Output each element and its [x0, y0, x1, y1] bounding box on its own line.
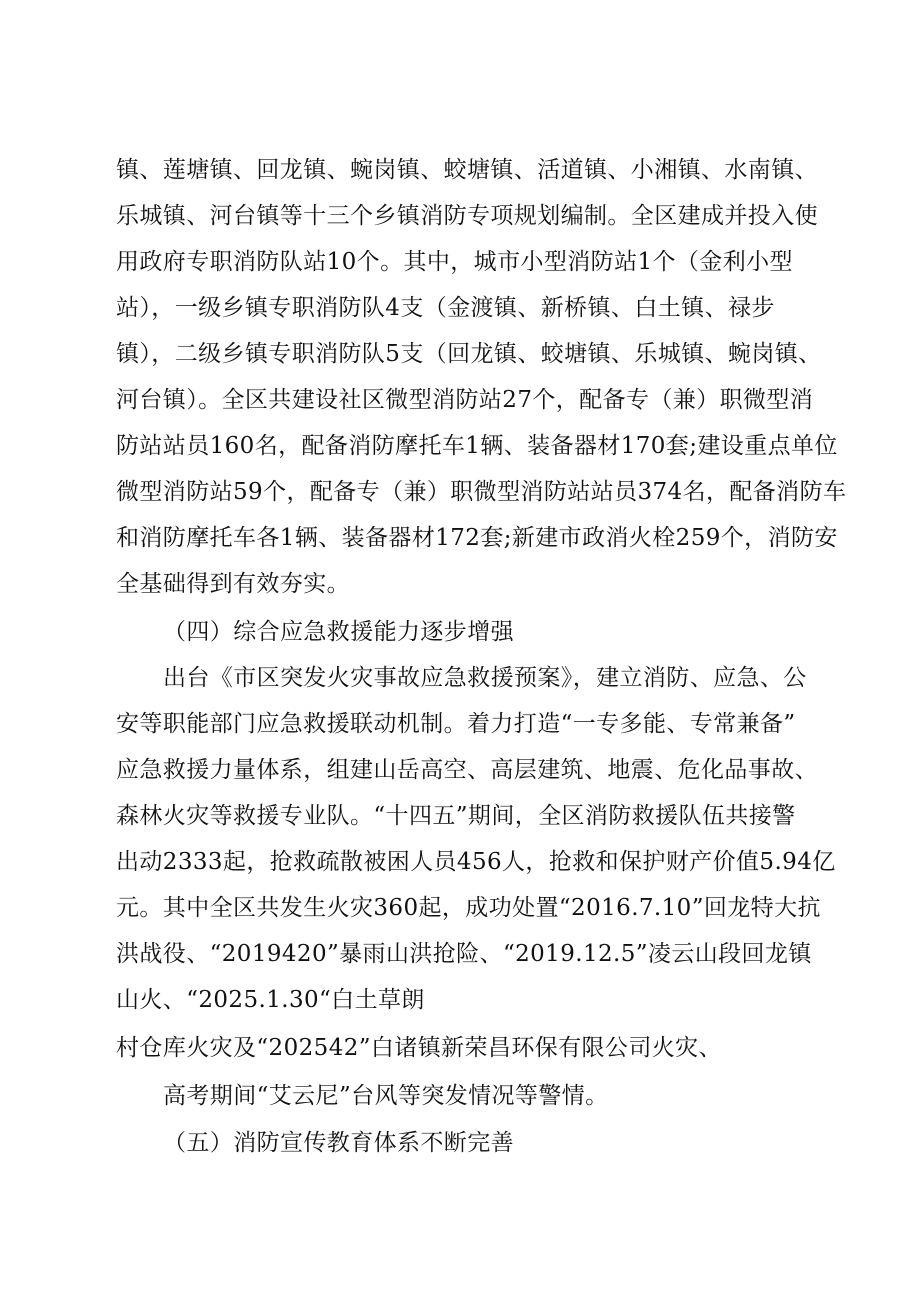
- body-line: 村仓库火灾及“202542”白诸镇新荣昌环保有限公司火灾、: [116, 1035, 722, 1061]
- body-line: 应急救援力量体系，组建山岳高空、高层建筑、地震、危化品事故、: [116, 757, 818, 783]
- body-line: 乐城镇、河台镇等十三个乡镇消防专项规划编制。全区建成并投入使: [116, 203, 818, 229]
- body-line: 山火、“2025.1.30“白土草朗: [116, 987, 425, 1013]
- body-line: 微型消防站59个，配备专（兼）职微型消防站站员374名，配备消防车: [116, 479, 847, 505]
- body-line: 洪战役、“2019420”暴雨山洪抢险、“2019.12.5”凌云山段回龙镇: [116, 941, 812, 967]
- paragraph-first-line: 出台《市区突发火灾事故应急救援预案》，建立消防、应急、公: [163, 665, 807, 691]
- body-line: 出动2333起，抢救疏散被困人员456人，抢救和保护财产价值5.94亿: [116, 849, 836, 875]
- body-line: 河台镇）。全区共建设社区微型消防站27个，配备专（兼）职微型消: [116, 387, 814, 413]
- body-line: 元。其中全区共发生火灾360起，成功处置“2016.7.10”回龙特大抗: [116, 895, 821, 921]
- body-line: 和消防摩托车各1辆、装备器材172套;新建市政消火栓259个，消防安: [116, 525, 838, 551]
- body-line: 镇、莲塘镇、回龙镇、蜿岗镇、蛟塘镇、活道镇、小湘镇、水南镇、: [116, 157, 818, 183]
- body-line: 用政府专职消防队站10个。其中，城市小型消防站1个（金利小型: [116, 249, 793, 275]
- section-heading-4: （四）综合应急救援能力逐步增强: [163, 619, 514, 645]
- body-line: 站），一级乡镇专职消防队4支（金渡镇、新桥镇、白土镇、禄步: [116, 295, 775, 321]
- section-heading-5: （五）消防宣传教育体系不断完善: [163, 1130, 514, 1156]
- body-line: 安等职能部门应急救援联动机制。着力打造“一专多能、专常兼备”: [116, 711, 796, 737]
- body-line: 全基础得到有效夯实。: [116, 571, 350, 597]
- body-line: 高考期间“艾云尼”台风等突发情况等警情。: [163, 1083, 609, 1109]
- body-line: 镇），二级乡镇专职消防队5支（回龙镇、蛟塘镇、乐城镇、蜿岗镇、: [116, 341, 822, 367]
- body-line: 防站站员160名，配备消防摩托车1辆、装备器材170套;建设重点单位: [116, 433, 838, 459]
- body-line: 森林火灾等救援专业队。“十四五”期间，全区消防救援队伍共接警: [116, 803, 796, 829]
